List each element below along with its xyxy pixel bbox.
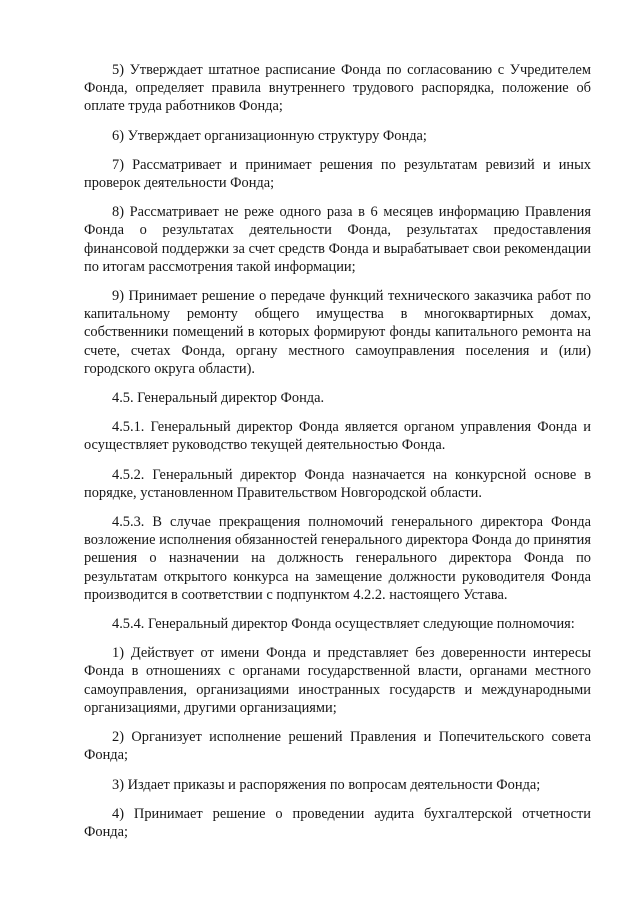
paragraph-4-5-3: 4.5.3. В случае прекращения полномочий генерального директора Фонда возложение исполнения обязанностей генерального директора Фонда до принятия решения о назначении на должность генерального директора Фонда по результатам открытого конкурса на замещение должности руководителя Фонда производится в соответствии с подпунктом 4.2.2. настоящего Устава.: [84, 514, 591, 603]
paragraph-item-8: 8) Рассматривает не реже одного раза в 6 месяцев информацию Правления Фонда о результатах деятельности Фонда, результатах предоставления финансовой поддержки за счет средств Фонда и вырабатывает свои рекомендации по итогам рассмотрения такой информации;: [84, 204, 591, 275]
power-item-4: 4) Принимает решение о проведении аудита бухгалтерской отчетности Фонда;: [84, 805, 591, 840]
section-heading-4-5: 4.5. Генеральный директор Фонда.: [112, 390, 325, 407]
paragraph-4-5-1: 4.5.1. Генеральный директор Фонда является органом управления Фонда и осуществляет руководство текущей деятельностью Фонда.: [84, 419, 591, 454]
paragraph-item-7: 7) Рассматривает и принимает решения по результатам ревизий и иных проверок деятельности Фонда;: [84, 156, 591, 192]
power-item-1: 1) Действует от имени Фонда и представляет без доверенности интересы Фонда в отношениях с органами государственной власти, органами местного самоуправления, организациями иностранных государств и международными организациями, другими организациями;: [84, 645, 591, 716]
paragraph-item-5: 5) Утверждает штатное расписание Фонда по согласованию с Учредителем Фонда, определяет правила внутреннего трудового распорядка, положение об оплате труда работников Фонда;: [84, 62, 591, 115]
paragraph-item-6: 6) Утверждает организационную структуру Фонда;: [112, 127, 427, 144]
power-item-2: 2) Организует исполнение решений Правления и Попечительского совета Фонда;: [84, 729, 591, 764]
paragraph-4-5-2: 4.5.2. Генеральный директор Фонда назначается на конкурсной основе в порядке, установленном Правительством Новгородской области.: [84, 466, 591, 501]
paragraph-4-5-4: 4.5.4. Генеральный директор Фонда осуществляет следующие полномочия:: [112, 616, 575, 633]
paragraph-item-9: 9) Принимает решение о передаче функций технического заказчика работ по капитальному ремонту общего имущества в многоквартирных домах, собственники помещений в которых формируют фонды капитального ремонта на счете, счетах Фонда, органу местного самоуправления поселения и (или) городского округа области).: [84, 288, 591, 377]
power-item-3: 3) Издает приказы и распоряжения по вопросам деятельности Фонда;: [112, 776, 541, 793]
